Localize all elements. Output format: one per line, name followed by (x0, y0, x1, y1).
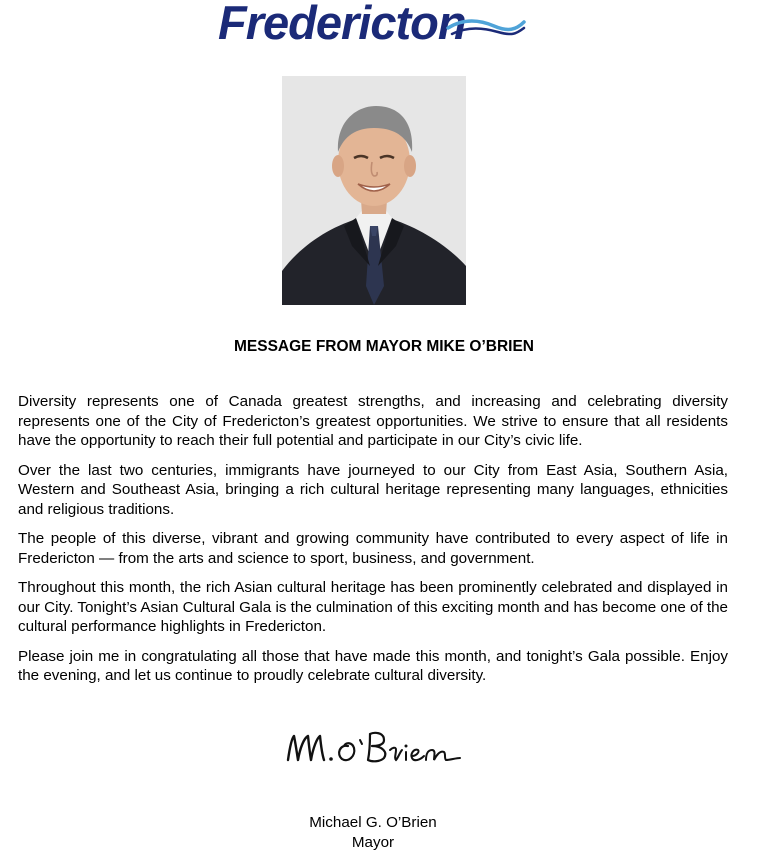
signatory-role: Mayor (351, 833, 395, 851)
wave-icon (446, 16, 526, 38)
fredericton-logo (218, 0, 538, 48)
paragraph-3: The people of this diverse, vibrant and growing community have contributed to every aspect of life in Fredericton — from the arts and science to sport, business, and government. (18, 530, 728, 567)
mayor-portrait-photo (282, 76, 466, 305)
paragraph-5: Please join me in congratulating all those that have made this month, and tonight’s Gala possible. Enjoy the evening, and let us continue to proudly celebrate cultural diversity. (18, 647, 728, 684)
signature-drawing (284, 724, 466, 772)
paragraph-2: Over the last two centuries, immigrants have journeyed to our City from East Asia, Southern Asia, Western and Southeast Asia, bringing a rich cultural heritage representing many languages, ethnicities and religious traditions. (18, 461, 728, 518)
message-body (18, 392, 728, 696)
paragraph-4: Throughout this month, the rich Asian cultural heritage has been prominently celebrated and displayed in our City. Tonight’s Asian Cultural Gala is the culmination of this exciting month and has become one of the cultural performance highlights in Fredericton. (18, 579, 728, 635)
signatory (0, 813, 746, 852)
paragraph-1: Diversity represents one of Canada greatest strengths, and increasing and celebrating diversity represents one of the City of Fredericton’s greatest opportunities. We strive to ensure that all residents have the opportunity to reach their full potential and participate in our City’s civic life. (18, 393, 728, 449)
signatory-name: Michael G. O’Brien (309, 814, 437, 831)
portrait-illustration (282, 76, 466, 305)
handwritten-signature (284, 724, 466, 777)
logo-wordmark: Fredericton (218, 0, 466, 49)
message-title: MESSAGE FROM MAYOR MIKE O’BRIEN (234, 338, 534, 355)
